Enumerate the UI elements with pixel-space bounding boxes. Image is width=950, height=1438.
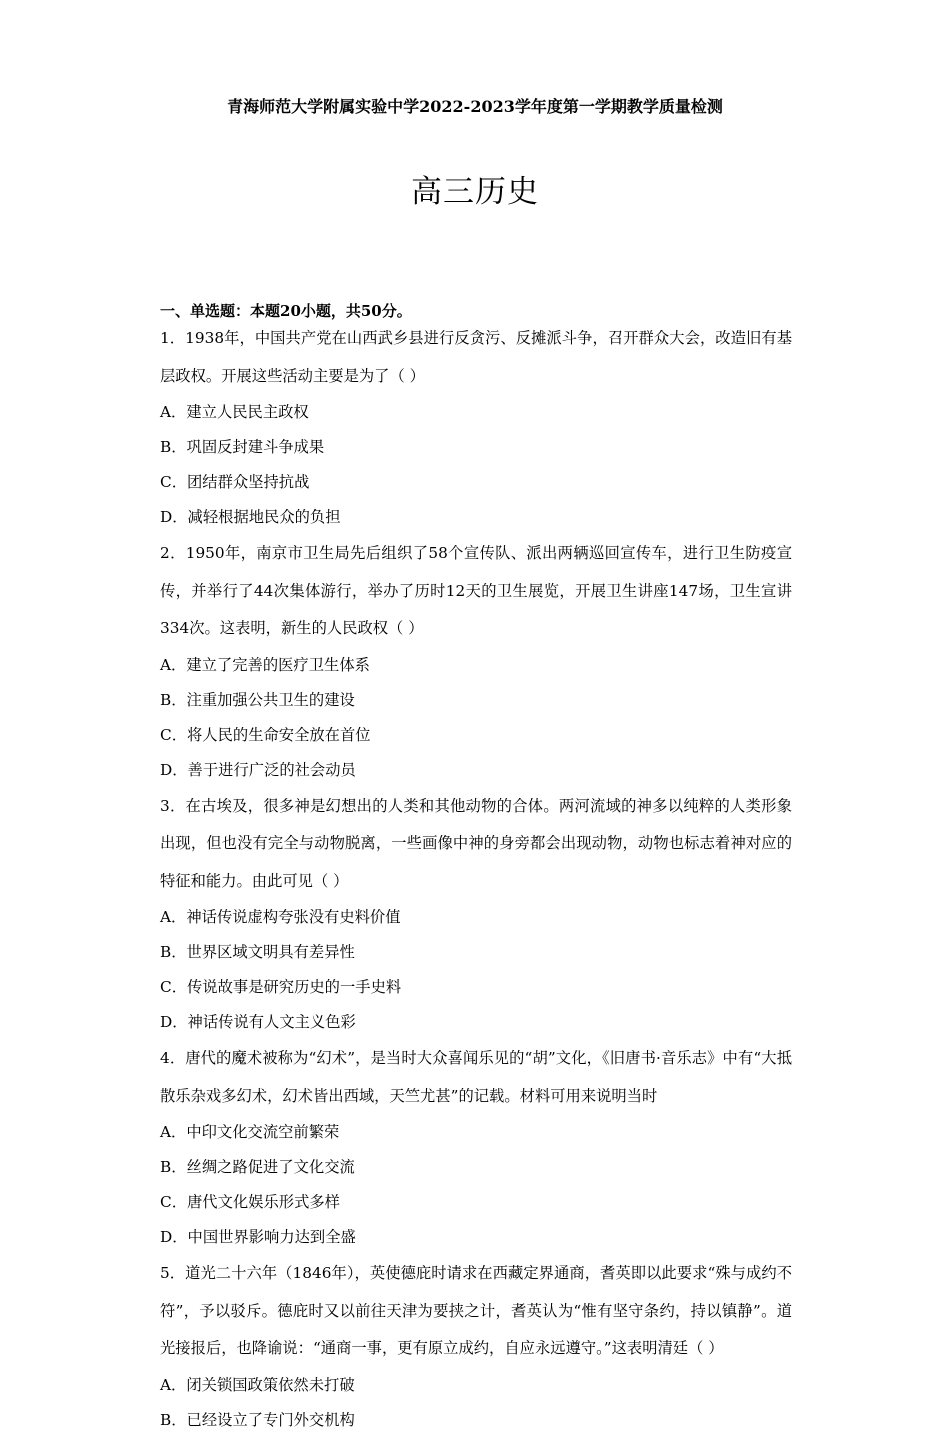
question-stem: 4．唐代的魔术被称为“幻术”，是当时大众喜闻乐见的“胡”文化，《旧唐书·音乐志》中有“大抵散乐杂戏多幻术，幻术皆出西域，天竺尤甚”的记载。材料可用来说明当时 [160, 1049, 792, 1105]
option-group [160, 1115, 792, 1255]
option-a: A．建立人民民主政权 [160, 403, 309, 421]
option-b: B．世界区域文明具有差异性 [160, 943, 355, 961]
question-2 [160, 535, 792, 788]
option-c: C．唐代文化娱乐形式多样 [160, 1193, 340, 1211]
question-5 [160, 1255, 792, 1438]
option-group [160, 1368, 792, 1438]
option-d: D．减轻根据地民众的负担 [160, 508, 341, 526]
option-group [160, 900, 792, 1040]
question-stem: 2．1950年，南京市卫生局先后组织了58个宣传队、派出两辆巡回宣传车，进行卫生防疫宣传，并举行了44次集体游行，举办了历时12天的卫生展览，开展卫生讲座147场，卫生宣讲334次。这表明，新生的人民政权（ ） [160, 544, 792, 637]
option-group [160, 648, 792, 788]
question-stem: 3．在古埃及，很多神是幻想出的人类和其他动物的合体。两河流域的神多以纯粹的人类形象出现，但也没有完全与动物脱离，一些画像中神的身旁都会出现动物，动物也标志着神对应的特征和能力。由此可见（ ） [160, 796, 792, 890]
option-c: C．将人民的生命安全放在首位 [160, 725, 371, 744]
option-b: B．丝绸之路促进了文化交流 [160, 1158, 355, 1176]
option-d: D．中国世界影响力达到全盛 [160, 1228, 356, 1246]
option-group [160, 395, 792, 535]
option-b: B．巩固反封建斗争成果 [160, 438, 325, 456]
option-d: D．神话传说有人文主义色彩 [160, 1013, 356, 1031]
question-stem: 5．道光二十六年（1846年），英使德庇时请求在西藏定界通商，耆英即以此要求“殊与成约不符”，予以驳斥。德庇时又以前往天津为要挟之计，耆英认为“惟有坚守条约，持以镇静”。道光接报后，也降谕说：“通商一事，更有原立成约，自应永远遵守。”这表明清廷（ ） [160, 1264, 792, 1357]
school-exam-header: 青海师范大学附属实验中学2022-2023学年度第一学期教学质量检测 [227, 97, 723, 116]
question-list [160, 320, 792, 1438]
option-c: C．传说故事是研究历史的一手史料 [160, 978, 402, 996]
option-a: A．神话传说虚构夸张没有史料价值 [160, 908, 401, 926]
question-4 [160, 1040, 792, 1255]
page-title: 高三历史 [411, 174, 539, 210]
option-a: A．闭关锁国政策依然未打破 [160, 1375, 355, 1394]
question-1 [160, 320, 792, 535]
option-a: A．中印文化交流空前繁荣 [160, 1123, 340, 1141]
option-b: B．已经设立了专门外交机构 [160, 1410, 355, 1429]
option-a: A．建立了完善的医疗卫生体系 [160, 655, 370, 674]
section-heading: 一、单选题：本题20小题，共50分。 [160, 302, 412, 320]
question-stem: 1．1938年，中国共产党在山西武乡县进行反贪污、反摊派斗争，召开群众大会，改造旧有基层政权。开展这些活动主要是为了（ ） [160, 329, 792, 385]
option-b: B．注重加强公共卫生的建设 [160, 690, 355, 709]
option-c: C．团结群众坚持抗战 [160, 473, 310, 491]
option-d: D．善于进行广泛的社会动员 [160, 760, 356, 779]
question-3 [160, 788, 792, 1041]
